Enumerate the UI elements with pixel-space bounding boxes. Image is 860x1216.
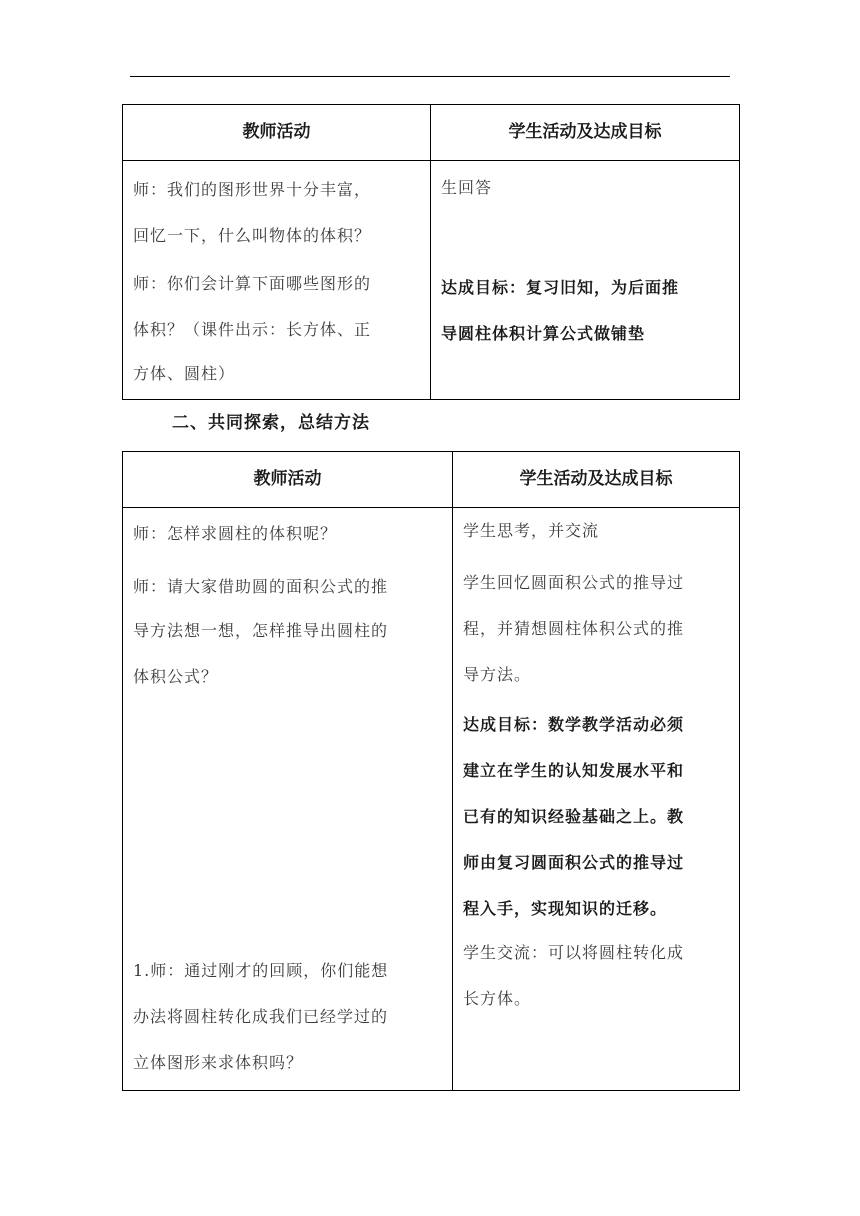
student-line: 长方体。	[463, 989, 532, 1008]
goal-line: 已有的知识经验基础之上。教	[463, 807, 685, 826]
header-teacher-activity	[123, 105, 431, 161]
teacher-line: 体积公式？	[133, 667, 219, 686]
header-teacher-activity	[123, 452, 453, 508]
header-teacher-label: 教师活动	[242, 122, 311, 142]
student-line: 程，并猜想圆柱体积公式的推	[463, 619, 685, 638]
teacher-activity-cell	[123, 508, 453, 1091]
header-rule	[130, 76, 730, 77]
goal-line: 师由复习圆面积公式的推导过	[463, 853, 685, 872]
teacher-activity-cell	[123, 161, 431, 400]
header-student-label: 学生活动及达成目标	[508, 122, 662, 142]
student-line: 导方法。	[463, 665, 532, 684]
teacher-line: 师：我们的图形世界十分丰富，	[133, 180, 372, 199]
student-line: 学生回忆圆面积公式的推导过	[463, 573, 685, 592]
student-answer: 生回答	[441, 178, 493, 197]
teacher-line: 体积？（课件出示：长方体、正	[133, 320, 372, 339]
teacher-line: 立体图形来求体积吗？	[133, 1053, 304, 1072]
teacher-line: 导方法想一想，怎样推导出圆柱的	[133, 621, 389, 640]
goal-line: 达成目标：数学教学活动必须	[463, 715, 685, 734]
student-activity-cell	[431, 161, 740, 400]
header-student-activity	[431, 105, 740, 161]
goal-line: 程入手，实现知识的迁移。	[463, 899, 668, 918]
teacher-question-1: 师：怎样求圆柱的体积呢？	[133, 524, 338, 543]
teacher-line: 方体、圆柱）	[133, 364, 236, 383]
teacher-line: 师：你们会计算下面哪些图形的	[133, 274, 372, 293]
student-think: 学生思考，并交流	[463, 521, 600, 540]
student-activity-cell	[453, 508, 740, 1091]
header-teacher-label: 教师活动	[253, 469, 322, 489]
goal-line: 达成目标：复习旧知，为后面推	[441, 278, 680, 297]
goal-line: 导圆柱体积计算公式做铺垫	[441, 324, 646, 343]
goal-line: 建立在学生的认知发展水平和	[463, 761, 685, 780]
teacher-line: 1.师：通过刚才的回顾，你们能想	[133, 961, 389, 980]
lesson-table-1	[122, 104, 740, 400]
lesson-table-2	[122, 451, 740, 1091]
section-heading: 二、共同探索，总结方法	[172, 413, 370, 433]
teacher-line: 师：请大家借助圆的面积公式的推	[133, 577, 389, 596]
teacher-line: 办法将圆柱转化成我们已经学过的	[133, 1007, 389, 1026]
teacher-line: 回忆一下，什么叫物体的体积？	[133, 226, 372, 245]
student-line: 学生交流：可以将圆柱转化成	[463, 943, 685, 962]
header-student-activity	[453, 452, 740, 508]
header-student-label: 学生活动及达成目标	[519, 469, 673, 489]
